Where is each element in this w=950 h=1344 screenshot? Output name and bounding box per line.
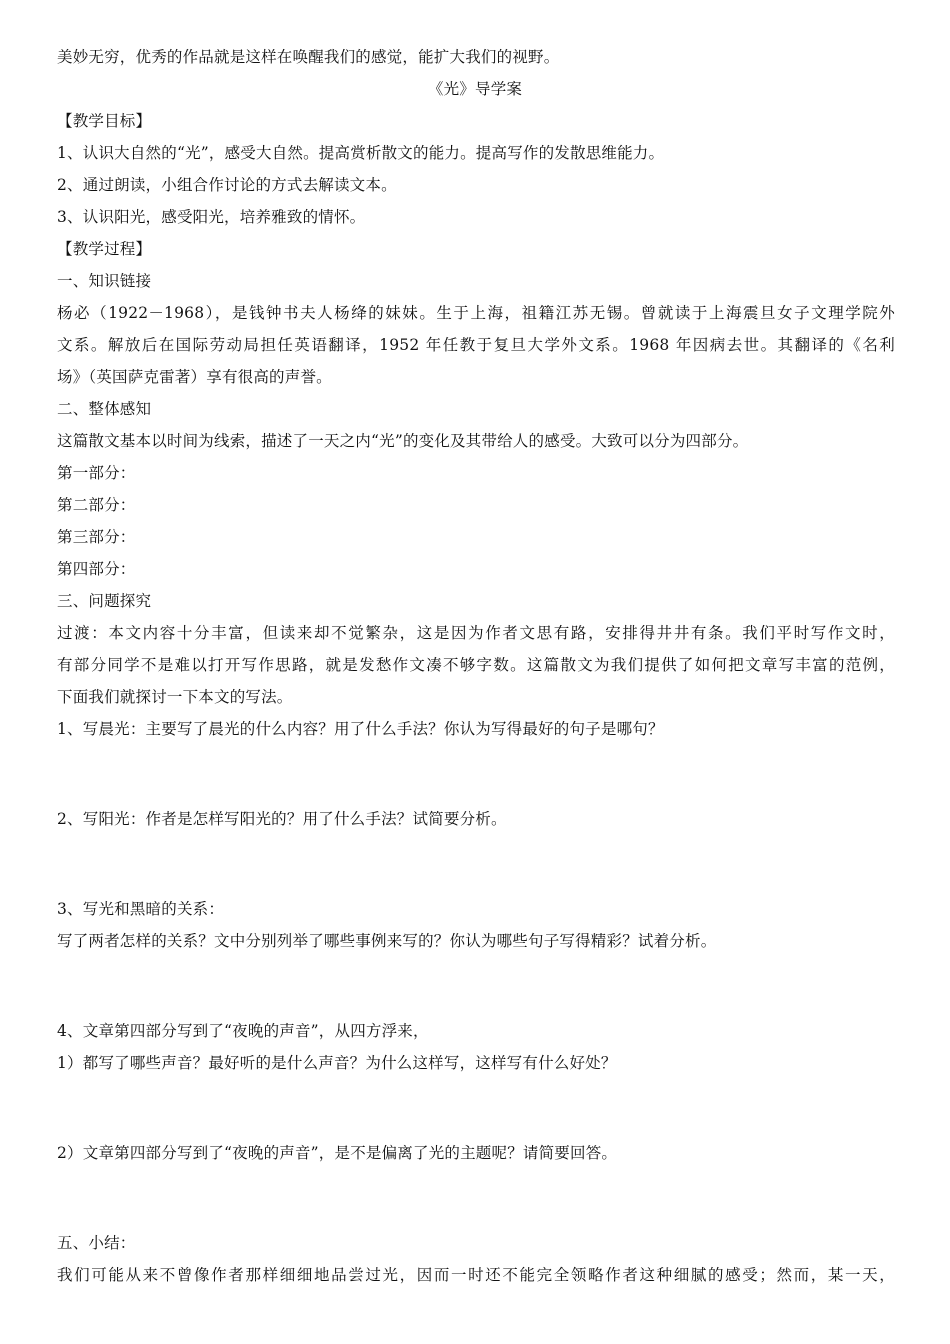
transition-line-3: 下面我们就探讨一下本文的写法。	[57, 688, 293, 706]
transition-line-2: 有部分同学不是难以打开写作思路，就是发愁作文凑不够字数。这篇散文为我们提供了如何把文章写丰富的范例，	[57, 656, 895, 674]
bio-line-3: 场》（英国萨克雷著）享有很高的声誉。	[57, 368, 332, 386]
goal-item-1: 1、认识大自然的“光”，感受大自然。提高赏析散文的能力。提高写作的发散思维能力。	[57, 144, 665, 162]
section-2-intro: 这篇散文基本以时间为线索，描述了一天之内“光”的变化及其带给人的感受。大致可以分为四部分。	[57, 432, 749, 450]
part-2-label: 第二部分：	[57, 496, 136, 514]
question-4-title: 4、文章第四部分写到了“夜晚的声音”，从四方浮来，	[57, 1022, 429, 1040]
goals-heading: 【教学目标】	[57, 112, 152, 130]
part-4-label: 第四部分：	[57, 560, 136, 578]
question-2: 2、写阳光：作者是怎样写阳光的？用了什么手法？试简要分析。	[57, 810, 507, 828]
question-1: 1、写晨光：主要写了晨光的什么内容？用了什么手法？你认为写得最好的句子是哪句？	[57, 720, 664, 738]
goal-item-2: 2、通过朗读，小组合作讨论的方式去解读文本。	[57, 176, 397, 194]
section-5-heading: 五、小结：	[57, 1234, 136, 1252]
question-3-body: 写了两者怎样的关系？文中分别列举了哪些事例来写的？你认为哪些句子写得精彩？试着分析。	[57, 932, 717, 950]
summary-line: 我们可能从来不曾像作者那样细细地品尝过光，因而一时还不能完全领略作者这种细腻的感受；然而，某一天，	[57, 1266, 895, 1284]
bio-line-1: 杨必（1922－1968），是钱钟书夫人杨绛的妹妹。生于上海，祖籍江苏无锡。曾就读于上海震旦女子文理学院外	[57, 304, 895, 322]
section-2-heading: 二、整体感知	[57, 400, 152, 418]
part-1-label: 第一部分：	[57, 464, 136, 482]
bio-line-2: 文系。解放后在国际劳动局担任英语翻译，1952 年任教于复旦大学外文系。1968 年因病去世。其翻译的《名利	[57, 336, 895, 354]
question-4-sub-2: 2）文章第四部分写到了“夜晚的声音”，是不是偏离了光的主题呢？请简要回答。	[57, 1144, 618, 1162]
question-3-title: 3、写光和黑暗的关系：	[57, 900, 225, 918]
section-1-heading: 一、知识链接	[57, 272, 152, 290]
process-heading: 【教学过程】	[57, 240, 152, 258]
document-title: 《光》导学案	[427, 80, 523, 98]
part-3-label: 第三部分：	[57, 528, 136, 546]
transition-line-1: 过渡：本文内容十分丰富，但读来却不觉繁杂，这是因为作者文思有路，安排得井井有条。我们平时写作文时，	[57, 624, 895, 642]
question-4-sub-1: 1）都写了哪些声音？最好听的是什么声音？为什么这样写，这样写有什么好处？	[57, 1054, 617, 1072]
goal-item-3: 3、认识阳光，感受阳光，培养雅致的情怀。	[57, 208, 366, 226]
intro-tail-text: 美妙无穷，优秀的作品就是这样在唤醒我们的感觉，能扩大我们的视野。	[57, 48, 560, 66]
section-3-heading: 三、问题探究	[57, 592, 152, 610]
